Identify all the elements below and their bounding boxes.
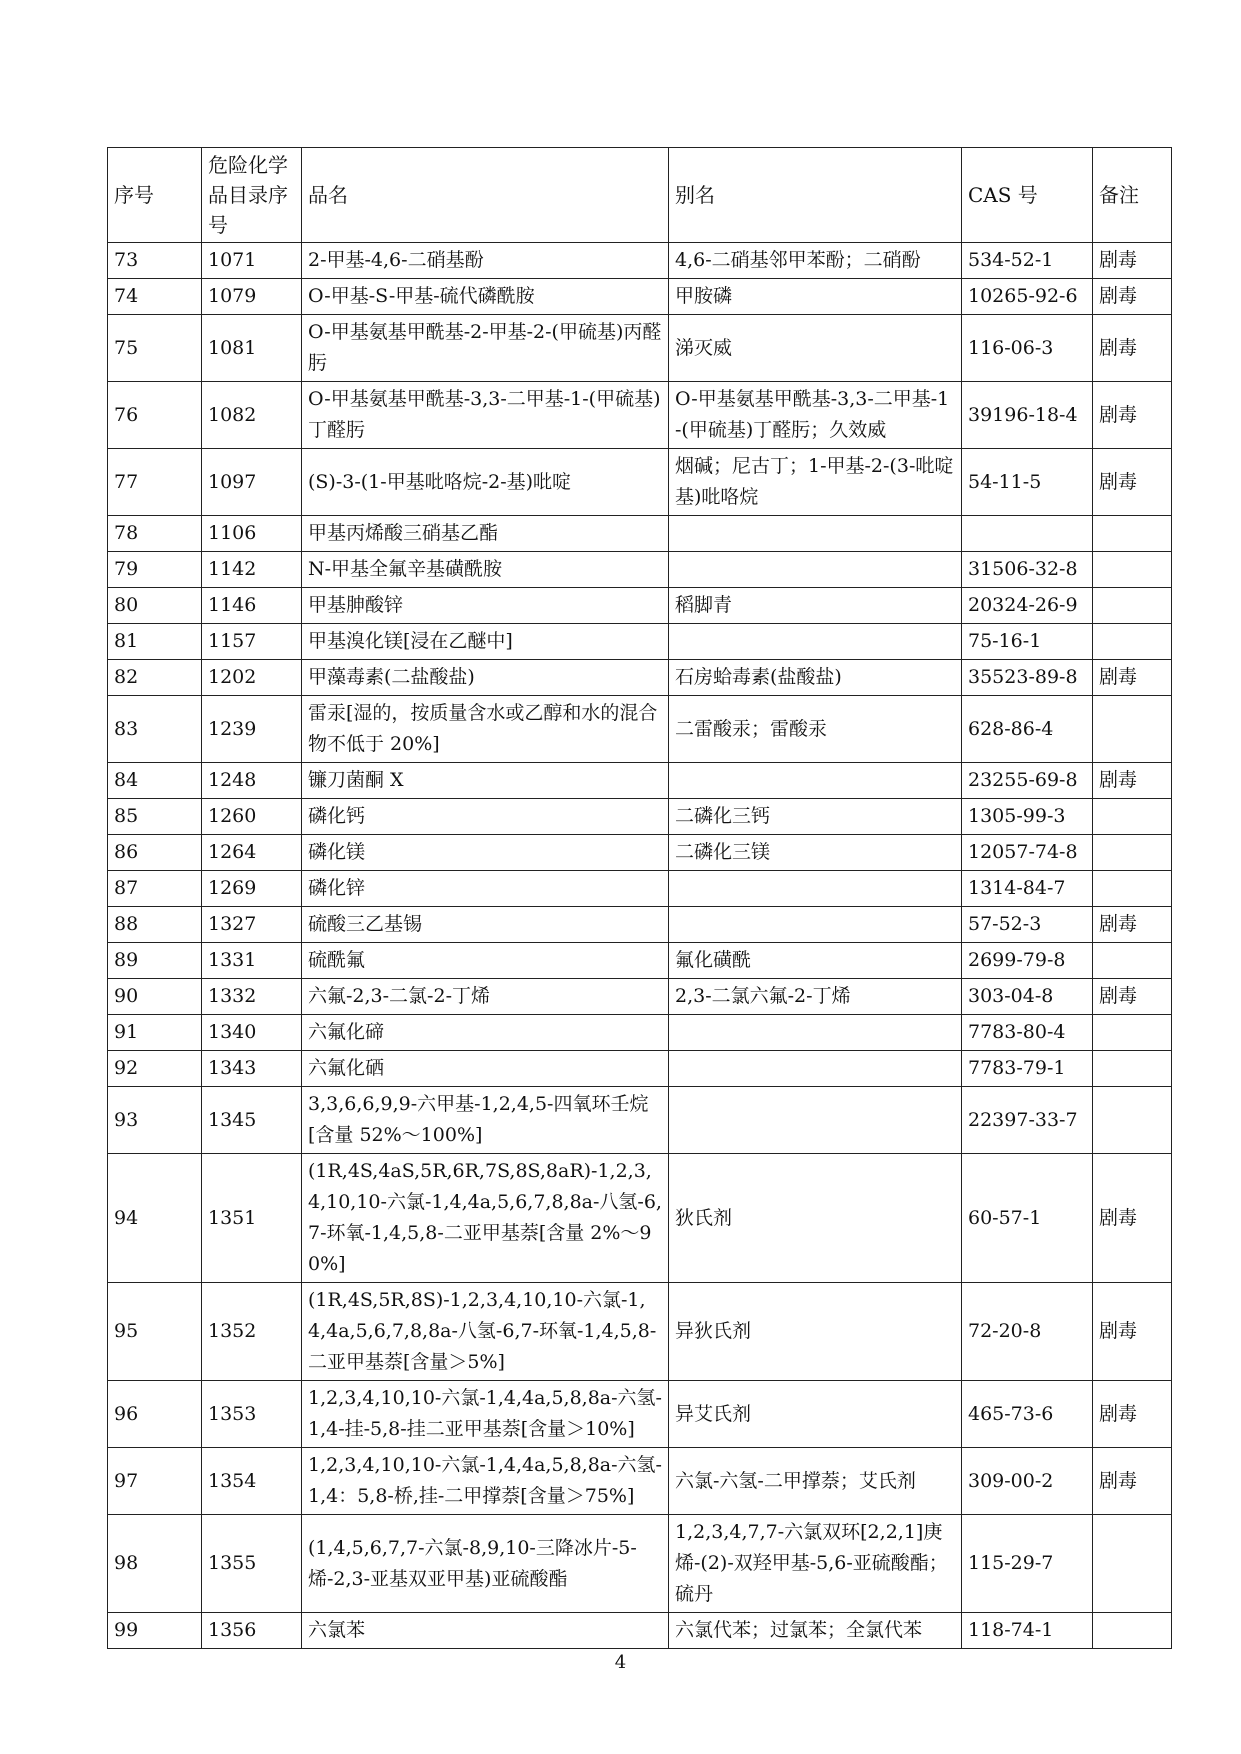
cell-serial: 82 [108, 660, 202, 696]
cell-remarks [1093, 1051, 1172, 1087]
cell-cas-number: 465-73-6 [962, 1381, 1093, 1448]
cell-alias [669, 624, 962, 660]
cell-alias: 异艾氏剂 [669, 1381, 962, 1448]
cell-cas-number: 2699-79-8 [962, 943, 1093, 979]
header-catalog-number: 危险化学品目录序号 [202, 148, 302, 243]
cell-catalog-number: 1345 [202, 1087, 302, 1154]
cell-alias: 石房蛤毒素(盐酸盐) [669, 660, 962, 696]
cell-catalog-number: 1331 [202, 943, 302, 979]
cell-remarks: 剧毒 [1093, 279, 1172, 315]
cell-serial: 89 [108, 943, 202, 979]
cell-cas-number: 7783-79-1 [962, 1051, 1093, 1087]
cell-catalog-number: 1327 [202, 907, 302, 943]
cell-cas-number: 10265-92-6 [962, 279, 1093, 315]
cell-alias: 六氯代苯；过氯苯；全氯代苯 [669, 1613, 962, 1649]
cell-serial: 77 [108, 449, 202, 516]
cell-remarks [1093, 624, 1172, 660]
cell-product-name: (1,4,5,6,7,7-六氯-8,9,10-三降冰片-5-烯-2,3-亚基双亚甲基)亚硫酸酯 [302, 1515, 669, 1613]
cell-cas-number: 31506-32-8 [962, 552, 1093, 588]
cell-cas-number: 54-11-5 [962, 449, 1093, 516]
cell-catalog-number: 1355 [202, 1515, 302, 1613]
cell-product-name: 甲藻毒素(二盐酸盐) [302, 660, 669, 696]
table-body [108, 243, 1172, 1649]
cell-remarks [1093, 1087, 1172, 1154]
cell-remarks [1093, 1515, 1172, 1613]
cell-product-name: 甲基溴化镁[浸在乙醚中] [302, 624, 669, 660]
cell-serial: 85 [108, 799, 202, 835]
cell-remarks: 剧毒 [1093, 243, 1172, 279]
cell-alias [669, 763, 962, 799]
cell-remarks: 剧毒 [1093, 1154, 1172, 1283]
cell-product-name: 六氟化硒 [302, 1051, 669, 1087]
cell-alias: 狄氏剂 [669, 1154, 962, 1283]
cell-catalog-number: 1146 [202, 588, 302, 624]
cell-serial: 74 [108, 279, 202, 315]
cell-product-name: (S)-3-(1-甲基吡咯烷-2-基)吡啶 [302, 449, 669, 516]
cell-alias [669, 907, 962, 943]
table-row [108, 1381, 1172, 1448]
cell-product-name: 硫酰氟 [302, 943, 669, 979]
cell-product-name: O-甲基-S-甲基-硫代磷酰胺 [302, 279, 669, 315]
cell-alias: 1,2,3,4,7,7-六氯双环[2,2,1]庚烯-(2)-双羟甲基-5,6-亚硫酸酯；硫丹 [669, 1515, 962, 1613]
cell-cas-number: 23255-69-8 [962, 763, 1093, 799]
cell-cas-number: 1305-99-3 [962, 799, 1093, 835]
cell-cas-number: 534-52-1 [962, 243, 1093, 279]
cell-serial: 83 [108, 696, 202, 763]
table-row [108, 1515, 1172, 1613]
cell-catalog-number: 1142 [202, 552, 302, 588]
cell-alias [669, 1051, 962, 1087]
cell-serial: 81 [108, 624, 202, 660]
chemical-list-table [107, 147, 1172, 1649]
cell-cas-number: 35523-89-8 [962, 660, 1093, 696]
cell-remarks: 剧毒 [1093, 763, 1172, 799]
cell-remarks: 剧毒 [1093, 449, 1172, 516]
cell-remarks: 剧毒 [1093, 382, 1172, 449]
cell-serial: 98 [108, 1515, 202, 1613]
cell-catalog-number: 1248 [202, 763, 302, 799]
cell-cas-number: 39196-18-4 [962, 382, 1093, 449]
cell-catalog-number: 1071 [202, 243, 302, 279]
table-row [108, 907, 1172, 943]
cell-cas-number: 57-52-3 [962, 907, 1093, 943]
cell-remarks: 剧毒 [1093, 315, 1172, 382]
table-row [108, 1448, 1172, 1515]
cell-product-name: 镰刀菌酮 X [302, 763, 669, 799]
cell-catalog-number: 1343 [202, 1051, 302, 1087]
cell-serial: 76 [108, 382, 202, 449]
cell-cas-number: 75-16-1 [962, 624, 1093, 660]
cell-product-name: 甲基胂酸锌 [302, 588, 669, 624]
cell-alias: 二雷酸汞；雷酸汞 [669, 696, 962, 763]
cell-serial: 88 [108, 907, 202, 943]
table-row [108, 1051, 1172, 1087]
cell-cas-number: 1314-84-7 [962, 871, 1093, 907]
cell-remarks [1093, 516, 1172, 552]
cell-cas-number: 12057-74-8 [962, 835, 1093, 871]
cell-product-name: 3,3,6,6,9,9-六甲基-1,2,4,5-四氧环壬烷[含量 52%～100%] [302, 1087, 669, 1154]
cell-cas-number: 7783-80-4 [962, 1015, 1093, 1051]
cell-alias: 稻脚青 [669, 588, 962, 624]
cell-serial: 95 [108, 1283, 202, 1381]
cell-product-name: 磷化镁 [302, 835, 669, 871]
cell-product-name: O-甲基氨基甲酰基-2-甲基-2-(甲硫基)丙醛肟 [302, 315, 669, 382]
cell-cas-number: 72-20-8 [962, 1283, 1093, 1381]
cell-alias: 烟碱；尼古丁；1-甲基-2-(3-吡啶基)吡咯烷 [669, 449, 962, 516]
cell-serial: 84 [108, 763, 202, 799]
cell-serial: 99 [108, 1613, 202, 1649]
cell-cas-number: 116-06-3 [962, 315, 1093, 382]
cell-alias: 甲胺磷 [669, 279, 962, 315]
cell-catalog-number: 1239 [202, 696, 302, 763]
table-row [108, 624, 1172, 660]
cell-remarks: 剧毒 [1093, 1381, 1172, 1448]
cell-remarks [1093, 1613, 1172, 1649]
cell-product-name: (1R,4S,5R,8S)-1,2,3,4,10,10-六氯-1,4,4a,5,6,7,8,8a-八氢-6,7-环氧-1,4,5,8-二亚甲基萘[含量＞5%] [302, 1283, 669, 1381]
cell-catalog-number: 1106 [202, 516, 302, 552]
table-row [108, 871, 1172, 907]
cell-product-name: 六氯苯 [302, 1613, 669, 1649]
table-row [108, 799, 1172, 835]
cell-alias: 氟化磺酰 [669, 943, 962, 979]
cell-serial: 86 [108, 835, 202, 871]
table-row [108, 279, 1172, 315]
cell-alias: 二磷化三镁 [669, 835, 962, 871]
cell-product-name: 1,2,3,4,10,10-六氯-1,4,4a,5,8,8a-六氢-1,4-挂-5,8-挂二亚甲基萘[含量＞10%] [302, 1381, 669, 1448]
cell-remarks: 剧毒 [1093, 660, 1172, 696]
cell-serial: 94 [108, 1154, 202, 1283]
table-row [108, 1283, 1172, 1381]
cell-catalog-number: 1332 [202, 979, 302, 1015]
table-row [108, 763, 1172, 799]
cell-serial: 90 [108, 979, 202, 1015]
cell-alias: O-甲基氨基甲酰基-3,3-二甲基-1-(甲硫基)丁醛肟；久效威 [669, 382, 962, 449]
cell-catalog-number: 1264 [202, 835, 302, 871]
cell-product-name: 雷汞[湿的，按质量含水或乙醇和水的混合物不低于 20%] [302, 696, 669, 763]
cell-remarks [1093, 588, 1172, 624]
header-remarks: 备注 [1093, 148, 1172, 243]
cell-serial: 91 [108, 1015, 202, 1051]
cell-serial: 80 [108, 588, 202, 624]
cell-product-name: 磷化钙 [302, 799, 669, 835]
cell-alias [669, 871, 962, 907]
cell-product-name: 2-甲基-4,6-二硝基酚 [302, 243, 669, 279]
cell-alias: 六氯-六氢-二甲撑萘；艾氏剂 [669, 1448, 962, 1515]
table-row [108, 1015, 1172, 1051]
table-row [108, 660, 1172, 696]
table-row [108, 449, 1172, 516]
table-row [108, 588, 1172, 624]
cell-serial: 93 [108, 1087, 202, 1154]
cell-remarks [1093, 943, 1172, 979]
table-row [108, 1613, 1172, 1649]
cell-catalog-number: 1351 [202, 1154, 302, 1283]
cell-alias: 2,3-二氯六氟-2-丁烯 [669, 979, 962, 1015]
cell-cas-number: 60-57-1 [962, 1154, 1093, 1283]
cell-alias [669, 1015, 962, 1051]
cell-catalog-number: 1097 [202, 449, 302, 516]
table-row [108, 696, 1172, 763]
cell-cas-number: 309-00-2 [962, 1448, 1093, 1515]
table-row [108, 943, 1172, 979]
cell-catalog-number: 1081 [202, 315, 302, 382]
header-product-name: 品名 [302, 148, 669, 243]
cell-remarks [1093, 835, 1172, 871]
cell-alias: 4,6-二硝基邻甲苯酚；二硝酚 [669, 243, 962, 279]
cell-product-name: N-甲基全氟辛基磺酰胺 [302, 552, 669, 588]
cell-product-name: 六氟-2,3-二氯-2-丁烯 [302, 979, 669, 1015]
cell-serial: 78 [108, 516, 202, 552]
cell-catalog-number: 1356 [202, 1613, 302, 1649]
table-row [108, 243, 1172, 279]
cell-cas-number: 118-74-1 [962, 1613, 1093, 1649]
table-row [108, 979, 1172, 1015]
cell-catalog-number: 1202 [202, 660, 302, 696]
table-row [108, 516, 1172, 552]
cell-remarks [1093, 1015, 1172, 1051]
cell-remarks [1093, 696, 1172, 763]
cell-serial: 96 [108, 1381, 202, 1448]
cell-catalog-number: 1157 [202, 624, 302, 660]
cell-product-name: 硫酸三乙基锡 [302, 907, 669, 943]
cell-catalog-number: 1082 [202, 382, 302, 449]
table-row [108, 835, 1172, 871]
cell-alias: 二磷化三钙 [669, 799, 962, 835]
cell-remarks [1093, 871, 1172, 907]
table-row [108, 1154, 1172, 1283]
cell-serial: 75 [108, 315, 202, 382]
cell-catalog-number: 1340 [202, 1015, 302, 1051]
cell-serial: 97 [108, 1448, 202, 1515]
page-number: 4 [614, 1652, 627, 1673]
table-row [108, 552, 1172, 588]
cell-catalog-number: 1352 [202, 1283, 302, 1381]
table-row [108, 315, 1172, 382]
cell-product-name: 甲基丙烯酸三硝基乙酯 [302, 516, 669, 552]
cell-alias [669, 552, 962, 588]
cell-serial: 79 [108, 552, 202, 588]
cell-alias [669, 1087, 962, 1154]
header-alias: 别名 [669, 148, 962, 243]
cell-product-name: 六氟化碲 [302, 1015, 669, 1051]
cell-catalog-number: 1079 [202, 279, 302, 315]
cell-cas-number: 22397-33-7 [962, 1087, 1093, 1154]
cell-cas-number: 303-04-8 [962, 979, 1093, 1015]
cell-remarks [1093, 799, 1172, 835]
header-cas-number: CAS 号 [962, 148, 1093, 243]
cell-cas-number: 20324-26-9 [962, 588, 1093, 624]
cell-product-name: (1R,4S,4aS,5R,6R,7S,8S,8aR)-1,2,3,4,10,10-六氯-1,4,4a,5,6,7,8,8a-八氢-6,7-环氧-1,4,5,8-二亚甲基萘[含量 2%～90%] [302, 1154, 669, 1283]
table-row [108, 1087, 1172, 1154]
cell-product-name: O-甲基氨基甲酰基-3,3-二甲基-1-(甲硫基)丁醛肟 [302, 382, 669, 449]
cell-catalog-number: 1260 [202, 799, 302, 835]
cell-remarks: 剧毒 [1093, 1283, 1172, 1381]
cell-alias: 涕灭威 [669, 315, 962, 382]
cell-remarks [1093, 552, 1172, 588]
cell-product-name: 1,2,3,4,10,10-六氯-1,4,4a,5,8,8a-六氢-1,4：5,8-桥,挂-二甲撑萘[含量＞75%] [302, 1448, 669, 1515]
cell-catalog-number: 1354 [202, 1448, 302, 1515]
cell-serial: 87 [108, 871, 202, 907]
header-serial: 序号 [108, 148, 202, 243]
cell-cas-number: 115-29-7 [962, 1515, 1093, 1613]
cell-alias [669, 516, 962, 552]
cell-cas-number: 628-86-4 [962, 696, 1093, 763]
cell-product-name: 磷化锌 [302, 871, 669, 907]
cell-serial: 73 [108, 243, 202, 279]
cell-serial: 92 [108, 1051, 202, 1087]
table-header-row [108, 148, 1172, 243]
cell-remarks: 剧毒 [1093, 979, 1172, 1015]
cell-alias: 异狄氏剂 [669, 1283, 962, 1381]
table-row [108, 382, 1172, 449]
cell-remarks: 剧毒 [1093, 907, 1172, 943]
cell-catalog-number: 1353 [202, 1381, 302, 1448]
cell-remarks: 剧毒 [1093, 1448, 1172, 1515]
cell-cas-number [962, 516, 1093, 552]
cell-catalog-number: 1269 [202, 871, 302, 907]
